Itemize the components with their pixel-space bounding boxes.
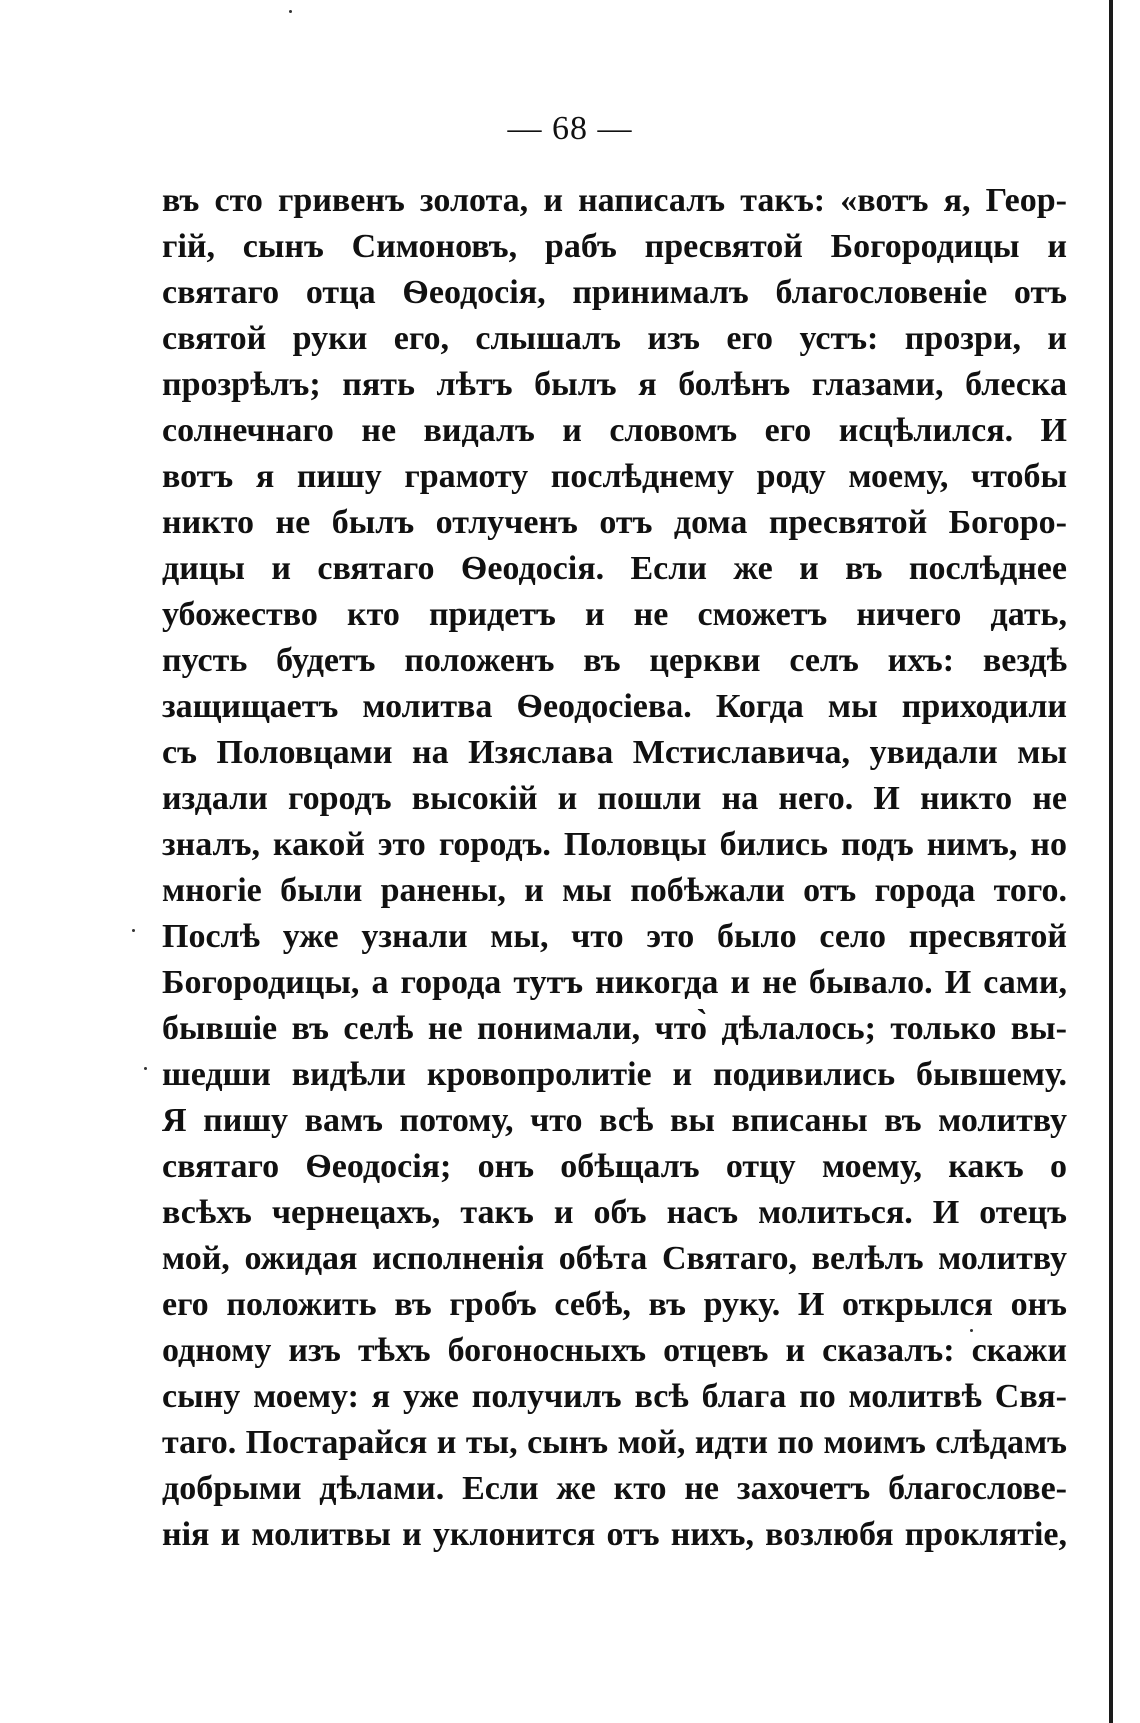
page-edge-rule bbox=[1109, 0, 1113, 1723]
text-line: убожество кто придетъ и не сможетъ ничего дать, bbox=[162, 596, 1067, 633]
text-line: Послѣ уже узнали мы, что это было село пресвятой bbox=[162, 918, 1067, 955]
text-line: вотъ я пишу грамоту послѣднему роду моему, чтобы bbox=[162, 458, 1067, 495]
text-line: сыну моему: я уже получилъ всѣ блага по молитвѣ Свя- bbox=[162, 1378, 1067, 1415]
text-line: Богородицы, а города тутъ никогда и не бывало. И сами, bbox=[162, 964, 1067, 1001]
text-line: всѣхъ чернецахъ, такъ и объ насъ молиться. И отецъ bbox=[162, 1194, 1067, 1231]
text-line: его положить въ гробъ себѣ, въ руку. И открылся онъ bbox=[162, 1286, 1067, 1323]
text-line: никто не былъ отлученъ отъ дома пресвятой Богоро- bbox=[162, 504, 1067, 541]
text-line: многіе были ранены, и мы побѣжали отъ города того. bbox=[162, 872, 1067, 909]
text-line: пусть будетъ положенъ въ церкви селъ ихъ: вездѣ bbox=[162, 642, 1067, 679]
text-line: одному изъ тѣхъ богоносныхъ отцевъ и сказалъ: скажи bbox=[162, 1332, 1067, 1369]
scan-speck bbox=[144, 1067, 147, 1070]
text-line: таго. Постарайся и ты, сынъ мой, идти по моимъ слѣдамъ bbox=[162, 1424, 1067, 1461]
text-line: зналъ, какой это городъ. Половцы бились подъ нимъ, но bbox=[162, 826, 1067, 863]
text-line: шедши видѣли кровопролитіе и подивились бывшему. bbox=[162, 1056, 1067, 1093]
text-line: святой руки его, слышалъ изъ его устъ: прозри, и bbox=[162, 320, 1067, 357]
scan-speck bbox=[132, 929, 135, 932]
text-line: прозрѣлъ; пять лѣтъ былъ я болѣнъ глазами, блеска bbox=[162, 366, 1067, 403]
text-line: защищаетъ молитва Ѳеодосіева. Когда мы приходили bbox=[162, 688, 1067, 725]
text-line: съ Половцами на Изяслава Мстиславича, увидали мы bbox=[162, 734, 1067, 771]
text-line: солнечнаго не видалъ и словомъ его исцѣлился. И bbox=[162, 412, 1067, 449]
body-text bbox=[162, 178, 1067, 1558]
text-line: дицы и святаго Ѳеодосія. Если же и въ послѣднее bbox=[162, 550, 1067, 587]
text-line: гій, сынъ Симоновъ, рабъ пресвятой Богородицы и bbox=[162, 228, 1067, 265]
text-line: святаго Ѳеодосія; онъ обѣщалъ отцу моему, какъ о bbox=[162, 1148, 1067, 1185]
scan-speck bbox=[289, 10, 292, 13]
text-line: святаго отца Ѳеодосія, принималъ благословеніе отъ bbox=[162, 274, 1067, 311]
text-line: добрыми дѣлами. Если же кто не захочетъ благослове- bbox=[162, 1470, 1067, 1507]
text-line: нія и молитвы и уклонится отъ нихъ, возлюбя проклятіе, bbox=[162, 1516, 1067, 1553]
text-line: мой, ожидая исполненія обѣта Святаго, велѣлъ молитву bbox=[162, 1240, 1067, 1277]
text-line: Я пишу вамъ потому, что всѣ вы вписаны въ молитву bbox=[162, 1102, 1067, 1139]
text-line: издали городъ высокій и пошли на него. И никто не bbox=[162, 780, 1067, 817]
text-line: бывшіе въ селѣ не понимали, что̀ дѣлалось; только вы- bbox=[162, 1010, 1067, 1047]
page-number: — 68 — bbox=[507, 110, 633, 147]
text-line: въ сто гривенъ золота, и написалъ такъ: «вотъ я, Геор- bbox=[162, 182, 1067, 219]
